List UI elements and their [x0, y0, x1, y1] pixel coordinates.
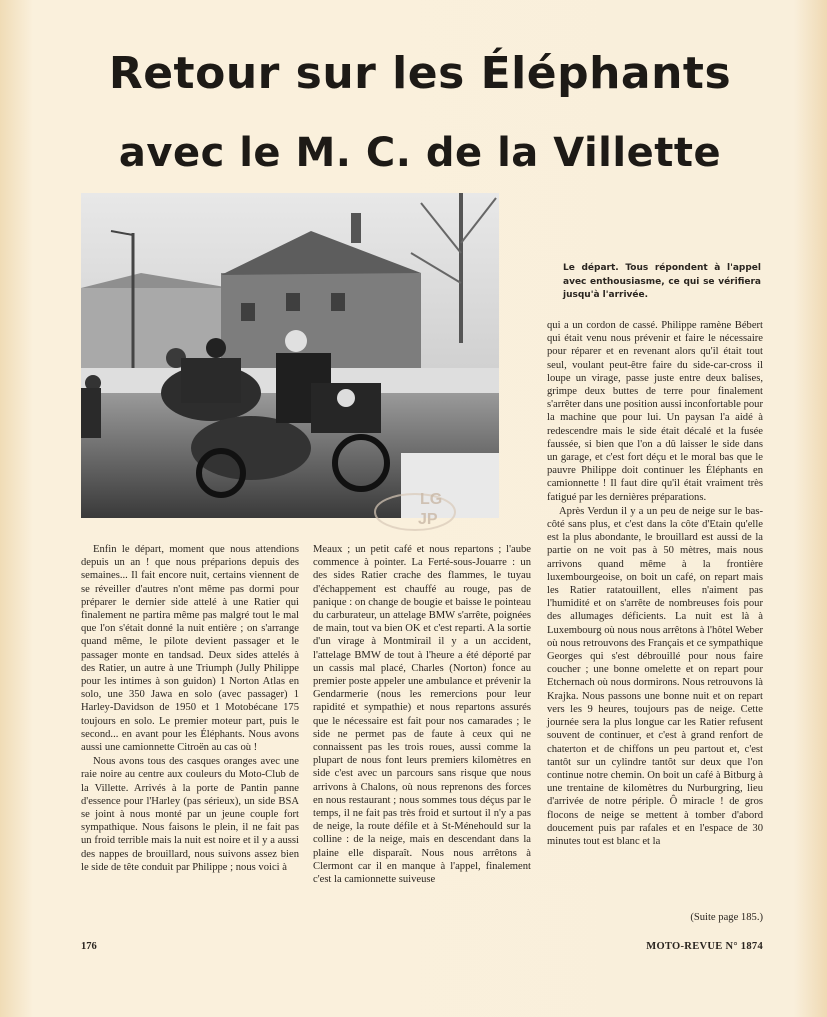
paragraph: Nous avons tous des casques oranges avec une raie noire au centre aux couleurs du Moto-Club de la Villette. Arrivés à la porte de Pantin panne d'essence pour l'Harley (pas sérieux), un side BSA se joint à nous monté par un jeune couple fort sympathique. Nous faisons le plein, il ne fait pas un froid terrible mais la nuit est noire et il y a aussi des nappes de brouillard, nous suivons assez bien le side de tête conduit par Philippe ; nous voici à: [81, 756, 299, 873]
text-column-3: [547, 319, 763, 848]
text-column-2: [313, 543, 531, 886]
svg-text:LG: LG: [420, 491, 443, 508]
article-title-line-2: avec le M. C. de la Villette: [118, 130, 722, 176]
page-number: 176: [81, 941, 97, 952]
lgjp-watermark-logo: [372, 482, 458, 537]
paragraph: Meaux ; un petit café et nous repartons ; l'aube commence à pointer. La Ferté-sous-Jouarre : un des sides Ratier crache des flammes, le tuyau d'échappement est chauffé au rouge, pas de panique : on change de bougie et baisse le pointeau du carburateur, un attelage BMW s'arrête, poignées de main, tout va bien OK et c'est reparti. A la sortie d'un virage à Montmirail il y a un accident, l'attelage BMW de tout à l'heure a été déporté par un cassis mal placé, Charles (Norton) fonce au premier poste appeler une ambulance et prévenir la Gendarmerie (nous les remercions pour leur rapidité et sympathie) et nous repartons assurés que le nécessaire est fait pour nos camarades ; le side ne permet pas de faute à ceux qui ne connaissent pas les trois roues, aussi comme la plupart de nous font leurs premiers kilomètres en side c'est avec un parcours sans risque que nous arrivons à Chalons, où nous reprenons des forces en nous restaurant ; nous sommes tous déçus par le temps, il ne fait pas très froid et surtout il n'y a pas de neige, la route défile et à St-Ménehould sur la colline : de la neige, mais en descendant dans la plaine elle disparaît. Nous nous arrêtons à Clermont car il en manque à l'appel, finalement c'est la camionnette suiveuse: [313, 544, 531, 886]
paragraph: qui a un cordon de cassé. Philippe ramène Bébert qui était venu nous prévenir et faire le nécessaire pour réparer et en revenant alors qu'il était tout seul, voulant peut-être faire du side-car-cross il loupe un virage, passe juste entre deux balises, grimpe deux buttes de terre pour finalement s'arrêter dans une position aussi inconfortable pour la machine que pour lui. Un paysan l'a aidé à redescendre mais le side était décalé et la fusée faussée, si bien que l'on a dû laisser le side dans un garage, et c'est fort déçu et le moral bas que le pauvre Philippe doit continuer les Éléphants en camionnette ! Il faut dire qu'il était vraiment très fatigué par les dernières préparations.: [547, 320, 763, 503]
svg-text:JP: JP: [418, 511, 438, 528]
paragraph: Enfin le départ, moment que nous attendions depuis un an ! que nous préparions depuis des semaines... Il fait encore nuit, certains viennent de se réveiller d'autres n'ont même pas dormi pour préparer le dernier side attelé à une Ratier qui finalement ne partira même pas malgré tout le mal que l'on s'était donné la nuit entière ; on s'arrange quand même, le pilote devient passager et le passager monte en tandsad. Deux sides attelés à des Ratier, un autre à une Triumph (Jully Philippe pour les intimes à son guidon) 1 Norton Atlas en solo, une 350 Jawa en solo (avec passager) 1 Harley-Davidson de 1950 et 1 Motobécane 175 toujours en solo. Le premier moteur part, puis le second... en avant pour les Éléphants. Nous avons aussi une camionnette Citroën au cas où !: [81, 544, 299, 754]
text-column-1: [81, 543, 299, 874]
paragraph: Après Verdun il y a un peu de neige sur le bas-côté sans plus, et c'est dans la côte d'Etain qu'elle est la plus abondante, le brouillard est aussi de la partie on ne voit pas à 50 mètres, mais nous arrivons quand même à la frontière luxembourgeoise, on boit un café, on repart mais les Ratier ratatouillent, elles n'aiment pas l'humidité et on s'arrête de nombreuses fois pour des allumages déficients. La nuit est là à Luxembourg où nous nous arrêtons à l'hôtel Weber où nous retrouvons des Français et ce sympathique Georges qui s'est débrouillé pour nous faire coucher ; une bonne omelette et on repart pour Etchernach où nous dormirons. Nous retrouvons là Krajka. Nous passons une bonne nuit et on repart vers les 9 heures, toujours pas de neige. Cette journée sera la plus longue car les Ratier refusent souvent de continuer, et c'est à grand renfort de chaterton et de chiffons un peu partout et, c'est tantôt sur un cylindre tantôt sur deux que l'on continue notre chemin. On boit un café à Bitburg à une trentaine de kilomètres du Nurburgring, lieu d'arrivée de notre périple. Ô miracle ! de gros flocons de neige se mettent à tomber d'abord doucement puis par rafales et en l'espace de 30 minutes tout est blanc et la: [547, 505, 763, 847]
magazine-issue: MOTO-REVUE N° 1874: [646, 941, 763, 952]
article-photo: [81, 193, 499, 518]
sidecar-departure-photo: [81, 193, 499, 518]
photo-caption: Le départ. Tous répondent à l'appel avec enthousiasme, ce qui se vérifiera jusqu'à l'arrivée.: [563, 263, 761, 300]
article-title-line-1: Retour sur les Éléphants: [108, 48, 732, 99]
continued-on-note: (Suite page 185.): [690, 912, 763, 923]
